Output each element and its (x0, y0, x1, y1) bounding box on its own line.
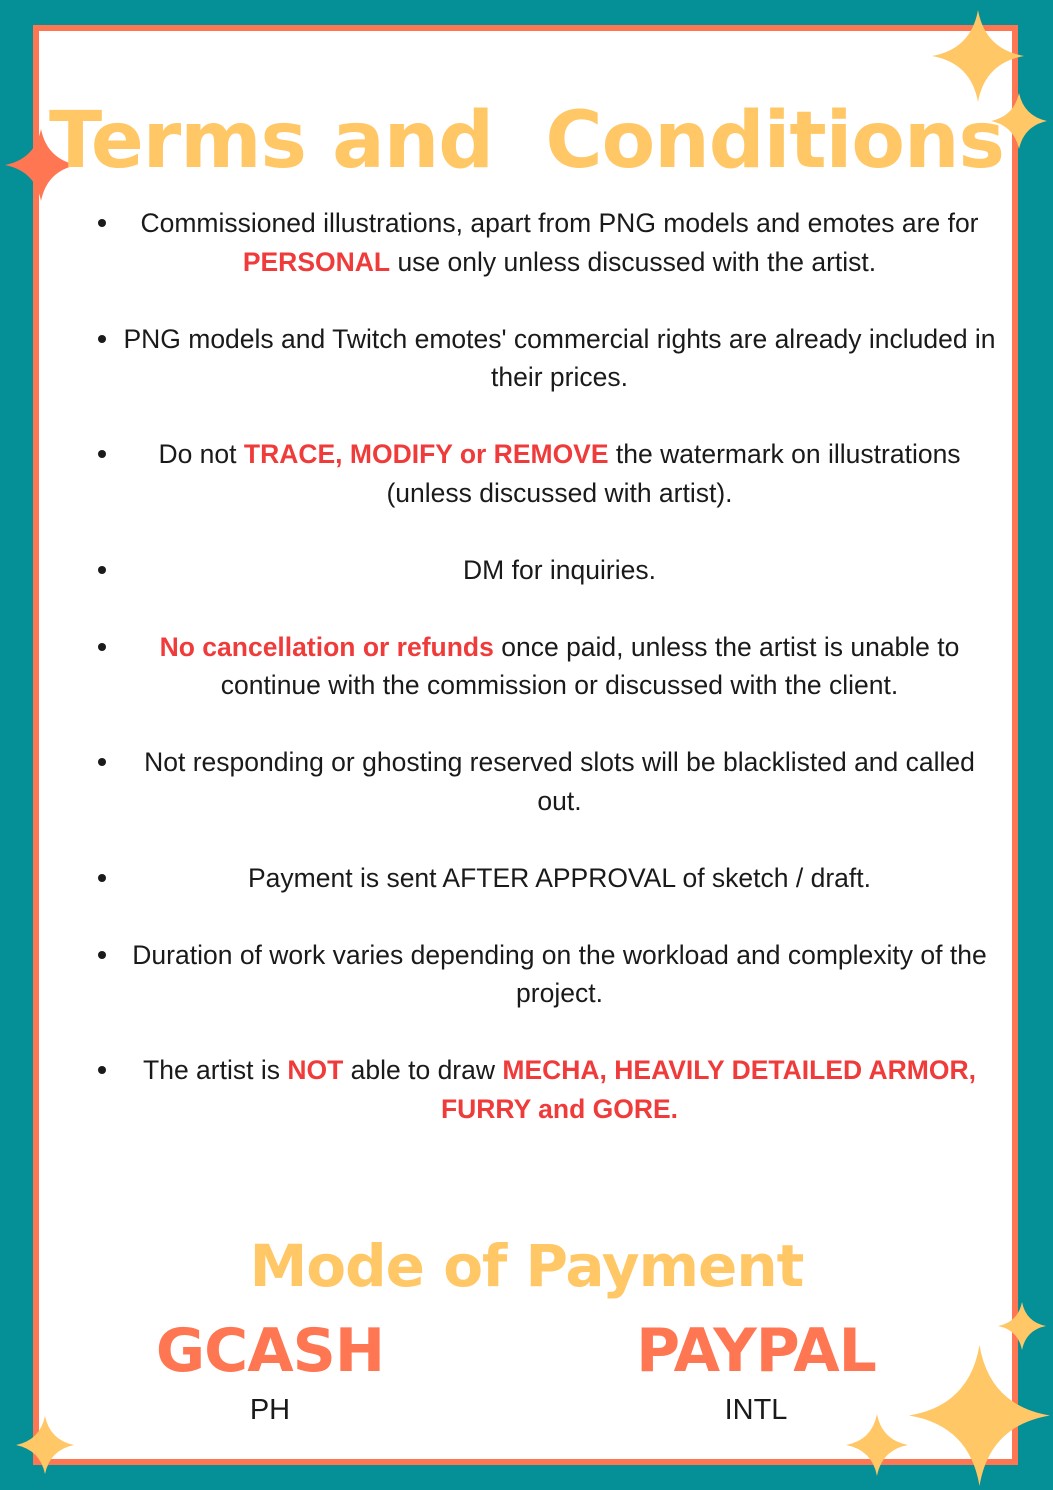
term-text: PNG models and Twitch emotes' commercial rights are already included in their prices. (123, 323, 996, 392)
list-item (92, 859, 997, 898)
payment-title: Mode of Payment (249, 1232, 804, 1300)
list-item (92, 204, 997, 281)
term-text: once paid, unless the artist is unable to continue with the commission or discussed with the client. (220, 631, 960, 700)
term-text: Payment is sent AFTER APPROVAL of sketch / draft. (248, 862, 871, 893)
bullet (98, 951, 106, 959)
bullet (98, 335, 106, 343)
list-item (92, 628, 997, 705)
sparkle-icon (14, 1414, 76, 1476)
term-highlight: PERSONAL (242, 246, 391, 277)
terms-list (92, 204, 997, 1167)
bullet (98, 758, 106, 766)
list-item (92, 551, 997, 590)
bullet (98, 219, 106, 227)
term-text: Commissioned illustrations, apart from PNG models and emotes are for (140, 208, 979, 238)
bullet (98, 1066, 106, 1074)
term-text: Duration of work varies depending on the workload and complexity of the project. (132, 939, 987, 1008)
list-item (92, 743, 997, 820)
bullet (98, 874, 106, 882)
bullet (98, 450, 106, 458)
term-text: Do not (158, 439, 244, 469)
term-text: the watermark on illustrations (unless discussed with artist). (386, 439, 961, 508)
term-text: The artist is (143, 1055, 288, 1085)
payment-method-paypal: PAYPAL (636, 1316, 876, 1386)
page-title: Terms and Conditions (49, 96, 1004, 186)
term-highlight: No cancellation or refunds (159, 631, 494, 662)
term-text: able to draw (343, 1055, 503, 1085)
term-text: use only unless discussed with the artist. (390, 246, 877, 277)
bullet (98, 566, 106, 574)
payment-method-gcash: GCASH (155, 1316, 385, 1386)
list-item (92, 1051, 997, 1128)
bullet (98, 643, 106, 651)
term-highlight: MECHA, HEAVILY DETAILED ARMOR, FURRY and GORE. (440, 1055, 976, 1124)
term-highlight: NOT (287, 1055, 344, 1085)
list-item (92, 320, 997, 397)
term-text: DM for inquiries. (463, 554, 656, 585)
list-item (92, 435, 997, 512)
term-highlight: TRACE, MODIFY or REMOVE (243, 439, 609, 469)
payment-region-intl: INTL (724, 1394, 788, 1426)
term-text: Not responding or ghosting reserved slots will be blacklisted and called out. (144, 747, 975, 816)
payment-region-ph: PH (249, 1394, 291, 1426)
list-item (92, 936, 997, 1013)
